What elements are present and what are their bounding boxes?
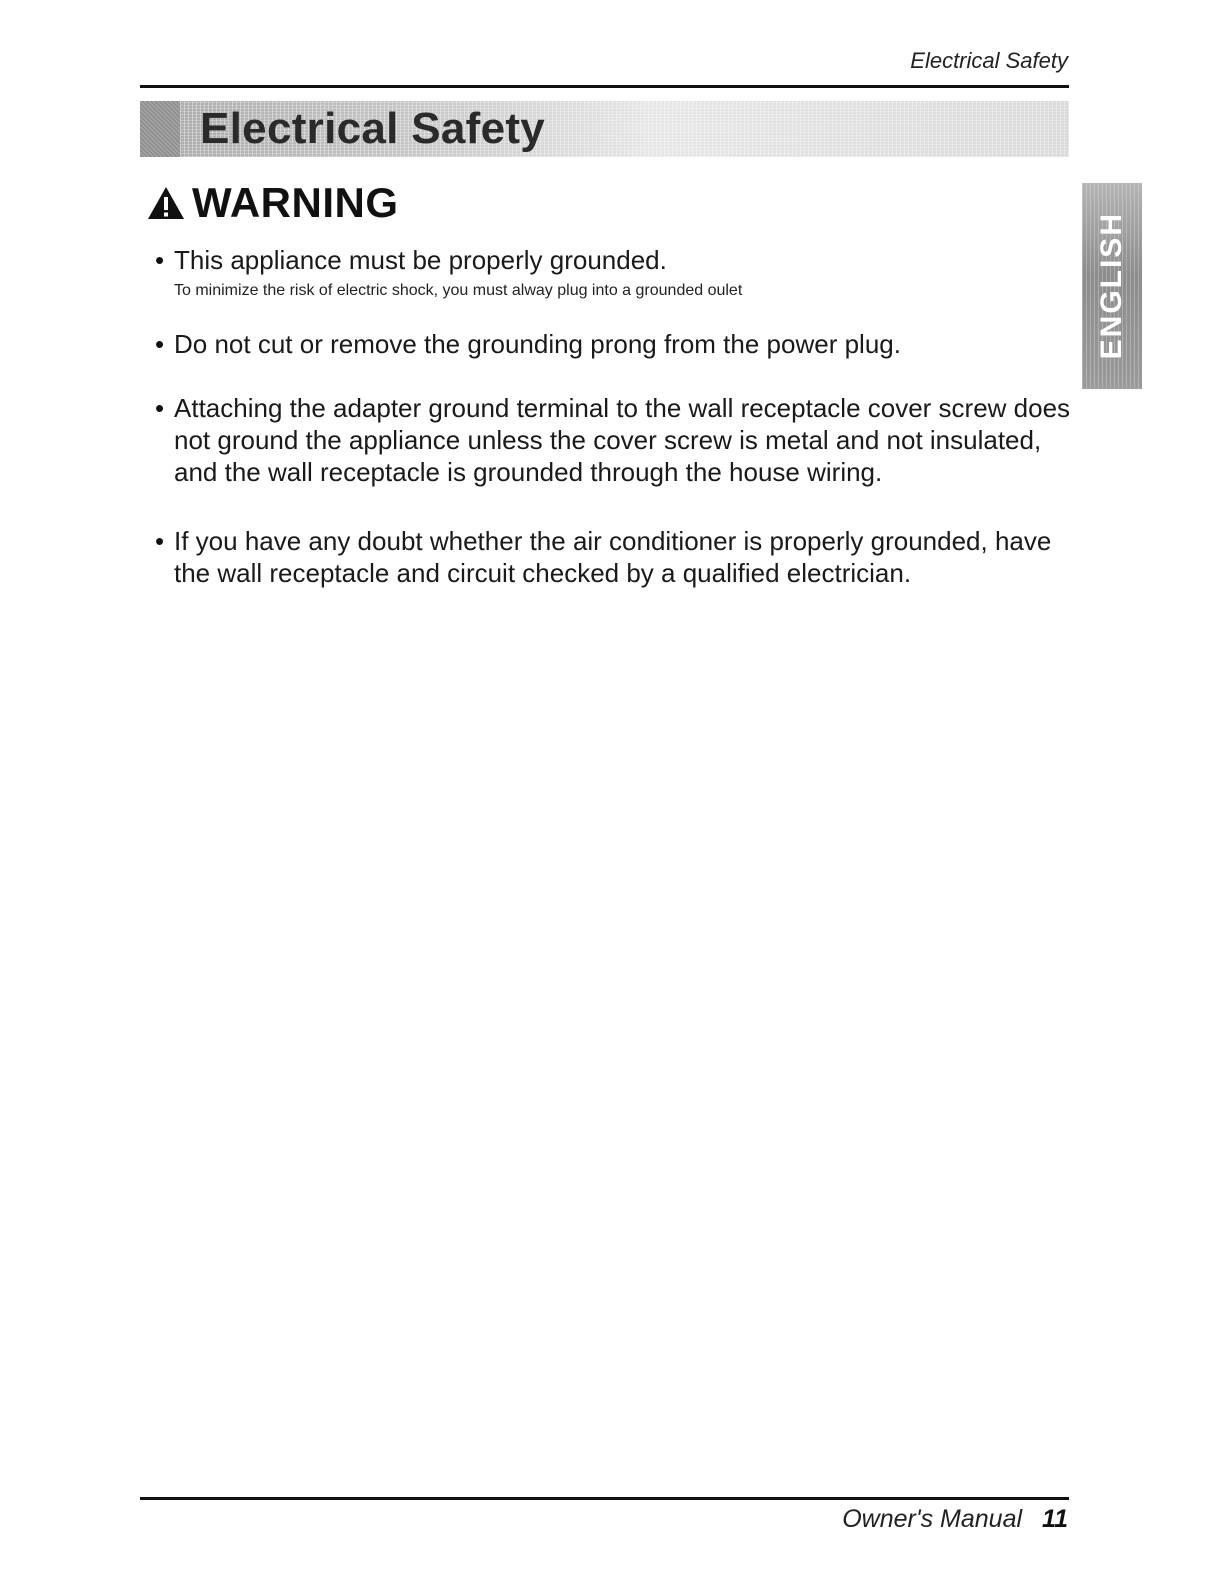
list-item-note: To minimize the risk of electric shock, you must alway plug into a grounded oulet (174, 282, 743, 299)
list-item-text: Attaching the adapter ground terminal to the wall receptacle cover screw does not ground the appliance unless the cover screw is metal and not insulated, and the wall receptacle is grounded through the house wiring. (174, 393, 1071, 487)
language-side-tab (1082, 183, 1142, 389)
page-number: 11 (1042, 1505, 1068, 1533)
bullet: • (155, 526, 165, 556)
warning-triangle-icon (146, 185, 186, 221)
list-item (155, 244, 1075, 302)
bullet: • (155, 329, 165, 359)
list-item-text: Do not cut or remove the grounding prong from the power plug. (174, 329, 901, 359)
list-item-text: This appliance must be properly grounded. (174, 245, 667, 275)
warning-list (155, 244, 1075, 589)
running-header: Electrical Safety (910, 48, 1068, 73)
warning-title: WARNING (192, 179, 399, 226)
footer-label: Owner's Manual (842, 1505, 1023, 1533)
list-item (155, 525, 1075, 589)
footer-rule (140, 1497, 1069, 1500)
list-item-text: If you have any doubt whether the air conditioner is properly grounded, have the wall receptacle and circuit checked by a qualified electrician. (174, 526, 1052, 588)
bullet: • (155, 393, 165, 423)
footer (842, 1505, 1068, 1534)
language-side-tab-label: ENGLISH (1095, 212, 1128, 360)
warning-heading (146, 178, 399, 228)
section-title: Electrical Safety (200, 104, 546, 153)
list-item (155, 328, 1075, 360)
bullet: • (155, 245, 165, 275)
header-rule (140, 85, 1069, 88)
list-item (155, 392, 1075, 488)
section-title-band (140, 101, 1069, 157)
section-band-marker (140, 101, 180, 157)
